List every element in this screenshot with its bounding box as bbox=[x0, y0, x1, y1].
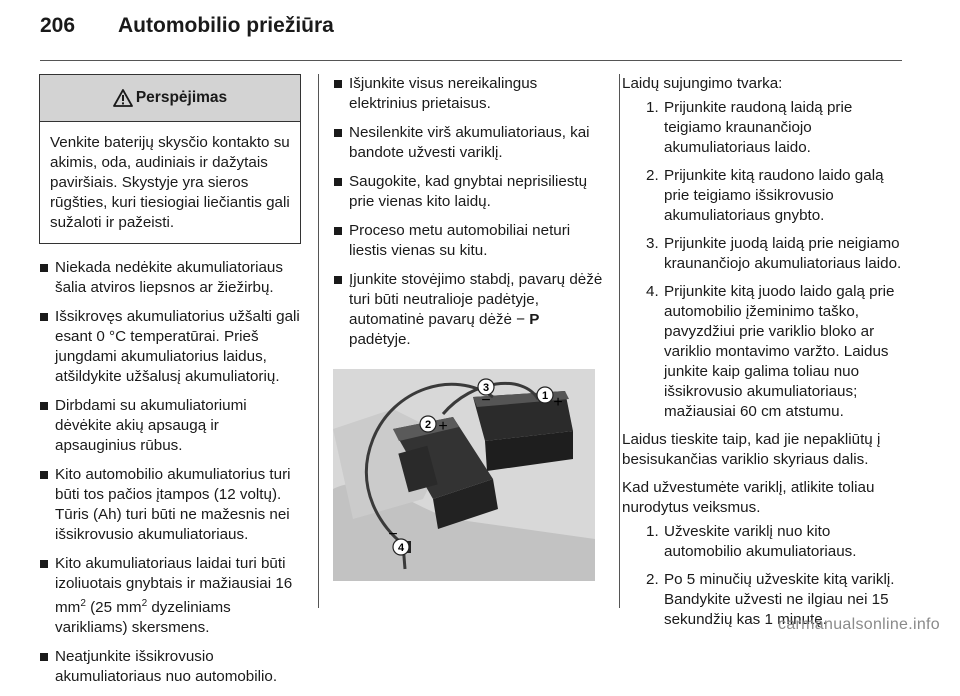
page-number: 206 bbox=[40, 14, 76, 37]
minus-sign-2: − bbox=[388, 526, 398, 543]
list-item: 2. Po 5 minučių užveskite kitą variklį. Bandykite užvesti ne ilgiau nei 15 sekundžių kas 1 minutę. bbox=[646, 571, 895, 628]
column-left bbox=[39, 74, 301, 696]
list-item: Niekada nedėkite akumuliatoriaus šalia atviros liepsnos ar žiežirbų. bbox=[39, 258, 301, 298]
column-right bbox=[622, 74, 906, 638]
list-item: Išsikrovęs akumuliatorius užšalti gali esant 0 °C temperatūrai. Prieš jungdami akumuliatorius laidus, atšildykite užšalusį akumuliatorių. bbox=[39, 307, 301, 387]
plus-sign-2: + bbox=[438, 418, 448, 435]
column-divider bbox=[318, 74, 319, 608]
plus-sign: + bbox=[553, 394, 563, 411]
label-1: 1 bbox=[541, 390, 549, 402]
list-item: Kito automobilio akumuliatorius turi būti tos pačios įtampos (12 voltų). Tūris (Ah) turi būti ne mažesnis nei išsikrovusio akumuliatoriaus. bbox=[39, 465, 301, 545]
list-item: Saugokite, kad gnybtai neprisiliestų prie vienas kito laidų. bbox=[333, 172, 603, 212]
precautions-list-2 bbox=[333, 74, 603, 350]
page-header bbox=[40, 10, 920, 50]
list-item: Išjunkite visus nereikalingus elektrinius prietaisus. bbox=[333, 74, 603, 114]
precautions-list bbox=[39, 258, 301, 687]
minus-sign: − bbox=[481, 392, 491, 409]
header-divider bbox=[40, 60, 902, 61]
page-title: Automobilio priežiūra bbox=[118, 14, 334, 37]
list-item: Proceso metu automobiliai neturi liestis vienas su kitu. bbox=[333, 221, 603, 261]
list-item: 1. Užveskite variklį nuo kito automobilio akumuliatoriaus. bbox=[646, 523, 857, 560]
label-4: 4 bbox=[397, 542, 405, 554]
label-3: 3 bbox=[482, 382, 490, 394]
battery-jump-illustration bbox=[333, 369, 595, 581]
column-middle bbox=[333, 74, 603, 587]
start-steps bbox=[622, 522, 906, 630]
warning-text: Venkite baterijų skysčio kontakto su akimis, oda, audiniais ir dažytais paviršiais. Skystyje yra sieros rūgšties, kuri tiesiogiai liečiantis gali sužaloti ir pažeisti. bbox=[50, 134, 290, 231]
list-item: Nesilenkite virš akumuliatoriaus, kai bandote užvesti variklį. bbox=[333, 123, 603, 163]
list-item: 4. Prijunkite kitą juodo laido galą prie automobilio įžeminimo taško, pavyzdžiui prie variklio bloko ar variklio montavimo varžto. Laidus junkite kaip galima toliau nuo išsikrovusio akumuliatoriaus; mažiausiai 60 cm atstumu. bbox=[646, 283, 895, 420]
warning-header bbox=[40, 75, 300, 122]
label-2: 2 bbox=[424, 419, 432, 431]
start-intro: Kad užvestumėte variklį, atlikite toliau nurodytus veiksmus. bbox=[622, 479, 875, 516]
routing-note: Laidus tieskite taip, kad jie nepakliūtų į besisukančias variklio skyriaus dalis. bbox=[622, 431, 881, 468]
column-divider-2 bbox=[619, 74, 620, 608]
warning-box bbox=[39, 74, 301, 244]
list-item: 1. Prijunkite raudoną laidą prie teigiamo kraunančiojo akumuliatoriaus laido. bbox=[646, 99, 853, 156]
list-item: Neatjunkite išsikrovusio akumuliatoriaus nuo automobilio. bbox=[39, 647, 301, 687]
watermark: carmanualsonline.info bbox=[778, 616, 940, 633]
list-item: 3. Prijunkite juodą laidą prie neigiamo kraunančiojo akumuliatoriaus laido. bbox=[646, 235, 902, 272]
warning-title: Perspėjimas bbox=[135, 89, 228, 106]
steps-intro: Laidų sujungimo tvarka: bbox=[622, 75, 783, 92]
list-item: Kito akumuliatoriaus laidai turi būti izoliuotais gnybtais ir mažiausiai 16 $mm^2$ (25 $mm^2$ dyzeliniams varikliams) skersmens. bbox=[39, 554, 301, 638]
connection-steps bbox=[622, 98, 906, 422]
warning-triangle-icon bbox=[113, 89, 133, 107]
list-item: Dirbdami su akumuliatoriumi dėvėkite akių apsaugą ir apsauginius rūbus. bbox=[39, 396, 301, 456]
list-item: Įjunkite stovėjimo stabdį, pavarų dėžė turi būti neutralioje padėtyje, automatinė pavarų dėžė − P padėtyje. bbox=[333, 270, 603, 350]
list-item: 2. Prijunkite kitą raudono laido galą prie teigiamo išsikrovusio akumuliatoriaus gnybto. bbox=[646, 167, 884, 224]
